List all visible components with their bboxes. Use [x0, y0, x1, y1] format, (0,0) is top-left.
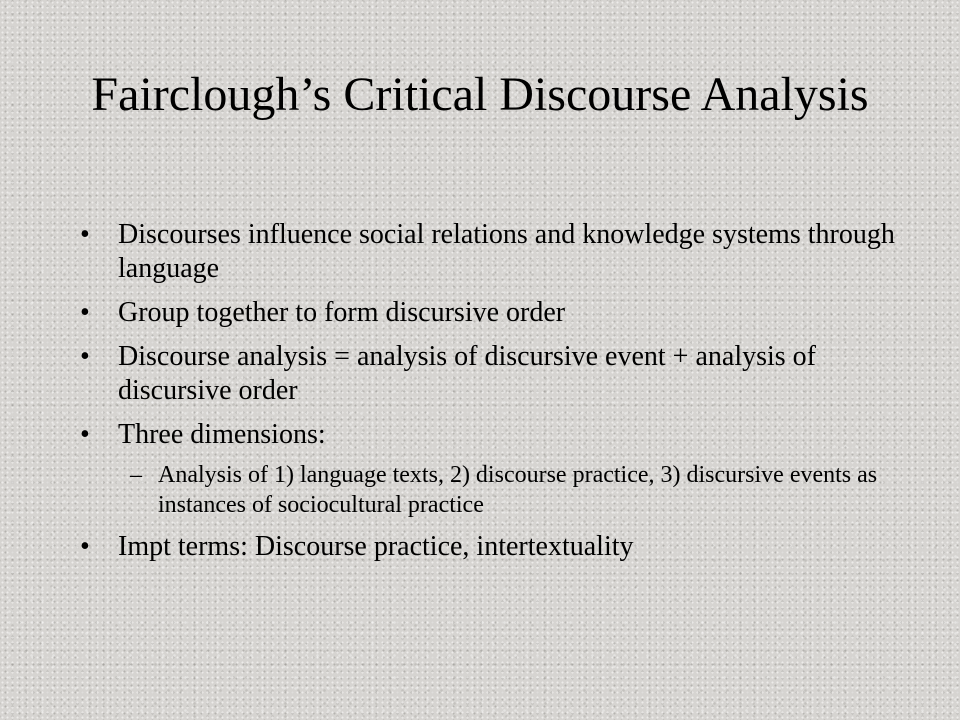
bullet-marker: •: [80, 531, 90, 562]
bullet-text: Three dimensions:: [118, 419, 326, 450]
bullet-text: Discourses influence social relations and knowledge systems through language: [118, 219, 895, 284]
bullet-marker: •: [80, 219, 90, 250]
bullet-text: Group together to form discursive order: [118, 297, 566, 328]
sub-bullet-text: Analysis of 1) language texts, 2) discourse practice, 3) discursive events as instances of sociocultural practice: [158, 462, 878, 518]
bullet-list: [80, 218, 910, 574]
bullet-text: Impt terms: Discourse practice, intertextuality: [118, 531, 634, 562]
sub-bullet-item: [118, 460, 910, 520]
sub-bullet-marker: –: [130, 462, 142, 488]
bullet-item: [80, 296, 910, 330]
bullet-marker: •: [80, 341, 90, 372]
bullet-marker: •: [80, 419, 90, 450]
bullet-text: Discourse analysis = analysis of discursive event + analysis of discursive order: [118, 341, 816, 406]
slide-title: Fairclough’s Critical Discourse Analysis: [91, 68, 869, 121]
bullet-marker: •: [80, 297, 90, 328]
sub-bullet-list: [118, 460, 910, 520]
bullet-item: [80, 418, 910, 520]
bullet-item: [80, 340, 910, 408]
bullet-item: [80, 218, 910, 286]
bullet-item: [80, 530, 910, 564]
